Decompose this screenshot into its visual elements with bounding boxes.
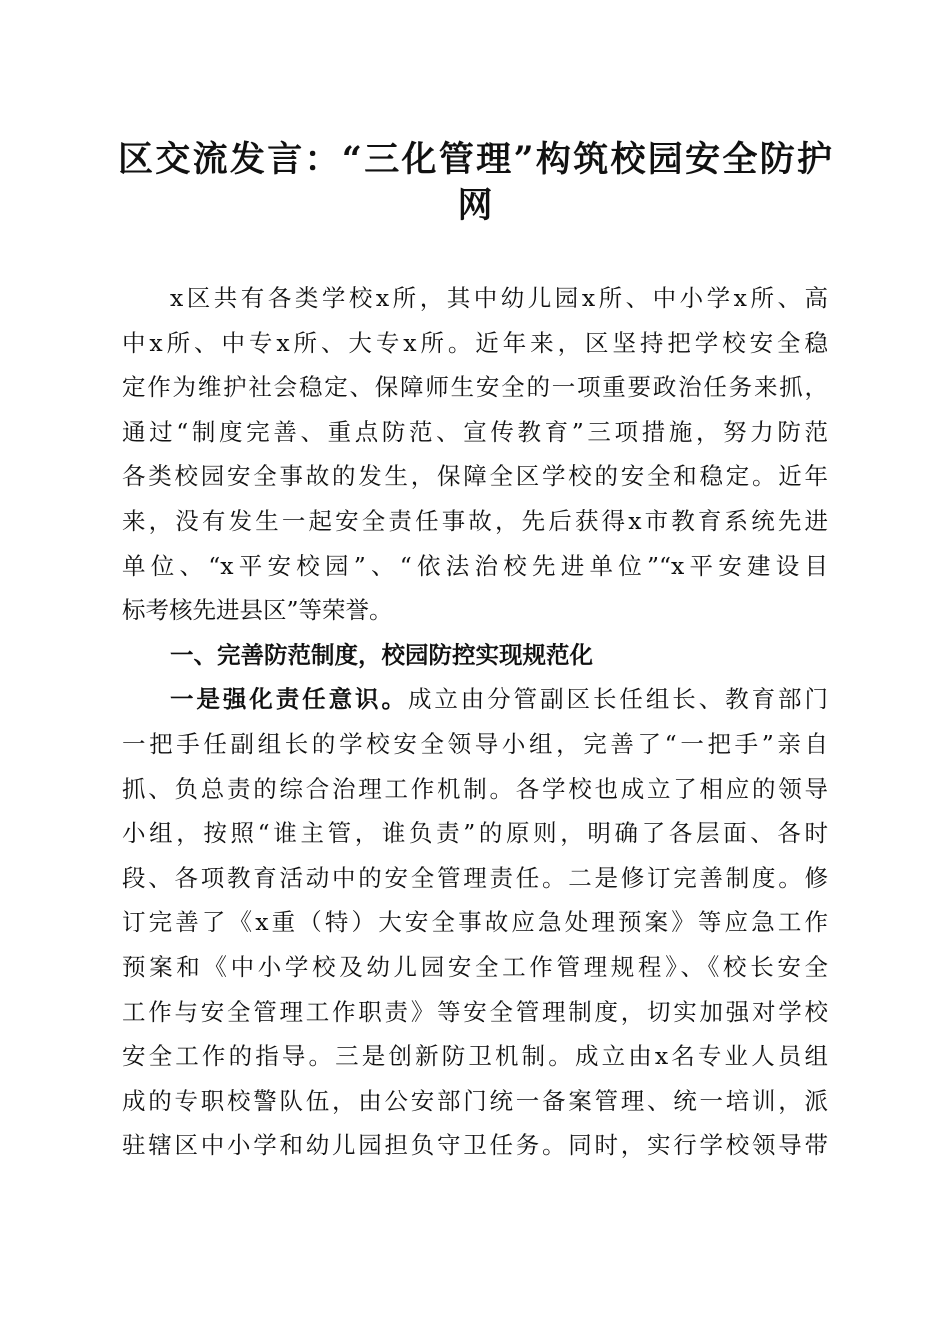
document-title-line-2: 网 <box>457 185 493 226</box>
text-line: 各类校园安全事故的发生，保障全区学校的安全和稳定。近年 <box>122 462 828 491</box>
text-line: 标考核先进县区”等荣誉。 <box>122 596 393 625</box>
text-line: 成的专职校警队伍，由公安部门统一备案管理、统一培训，派 <box>122 1086 828 1115</box>
text-span: 成立由分管副区长任组长、教育部门 <box>407 685 828 714</box>
text-line: 工作与安全管理工作职责》等安全管理制度，切实加强对学校 <box>122 997 828 1026</box>
text-line: 小组，按照“谁主管，谁负责”的原则，明确了各层面、各时 <box>122 819 828 848</box>
text-line: 来，没有发生一起安全责任事故，先后获得x市教育系统先进 <box>122 506 828 535</box>
text-line: 安全工作的指导。三是创新防卫机制。成立由x名专业人员组 <box>122 1042 828 1071</box>
text-line: 单位、“x平安校园”、“依法治校先进单位”“x平安建设目 <box>122 551 828 580</box>
document-title-line-1: 区交流发言：“三化管理”构筑校园安全防护 <box>118 139 832 180</box>
text-line: 一把手任副组长的学校安全领导小组，完善了“一把手”亲自 <box>122 729 828 758</box>
text-line: 通过“制度完善、重点防范、宣传教育”三项措施，努力防范 <box>122 417 828 446</box>
text-line: 订完善了《x重（特）大安全事故应急处理预案》等应急工作 <box>122 908 828 937</box>
text-line: 预案和《中小学校及幼儿园安全工作管理规程》、《校长安全 <box>122 952 828 981</box>
document-body <box>122 276 828 1168</box>
text-line: 抓、负总责的综合治理工作机制。各学校也成立了相应的领导 <box>122 774 828 803</box>
intro-paragraph <box>122 276 828 633</box>
text-line: x区共有各类学校x所，其中幼儿园x所、中小学x所、高 <box>170 284 828 312</box>
section1-paragraph <box>122 677 828 1168</box>
text-line: 段、各项教育活动中的安全管理责任。二是修订完善制度。修 <box>122 863 828 892</box>
text-line <box>122 677 828 722</box>
bold-lead: 一是强化责任意识。 <box>170 685 408 714</box>
text-line: 中x所、中专x所、大专x所。近年来，区坚持把学校安全稳 <box>122 328 828 357</box>
section-heading: 一、完善防范制度，校园防控实现规范化 <box>170 640 593 669</box>
text-line: 定作为维护社会稳定、保障师生安全的一项重要政治任务来抓， <box>122 373 828 402</box>
text-line: 驻辖区中小学和幼儿园担负守卫任务。同时，实行学校领导带 <box>122 1131 828 1160</box>
